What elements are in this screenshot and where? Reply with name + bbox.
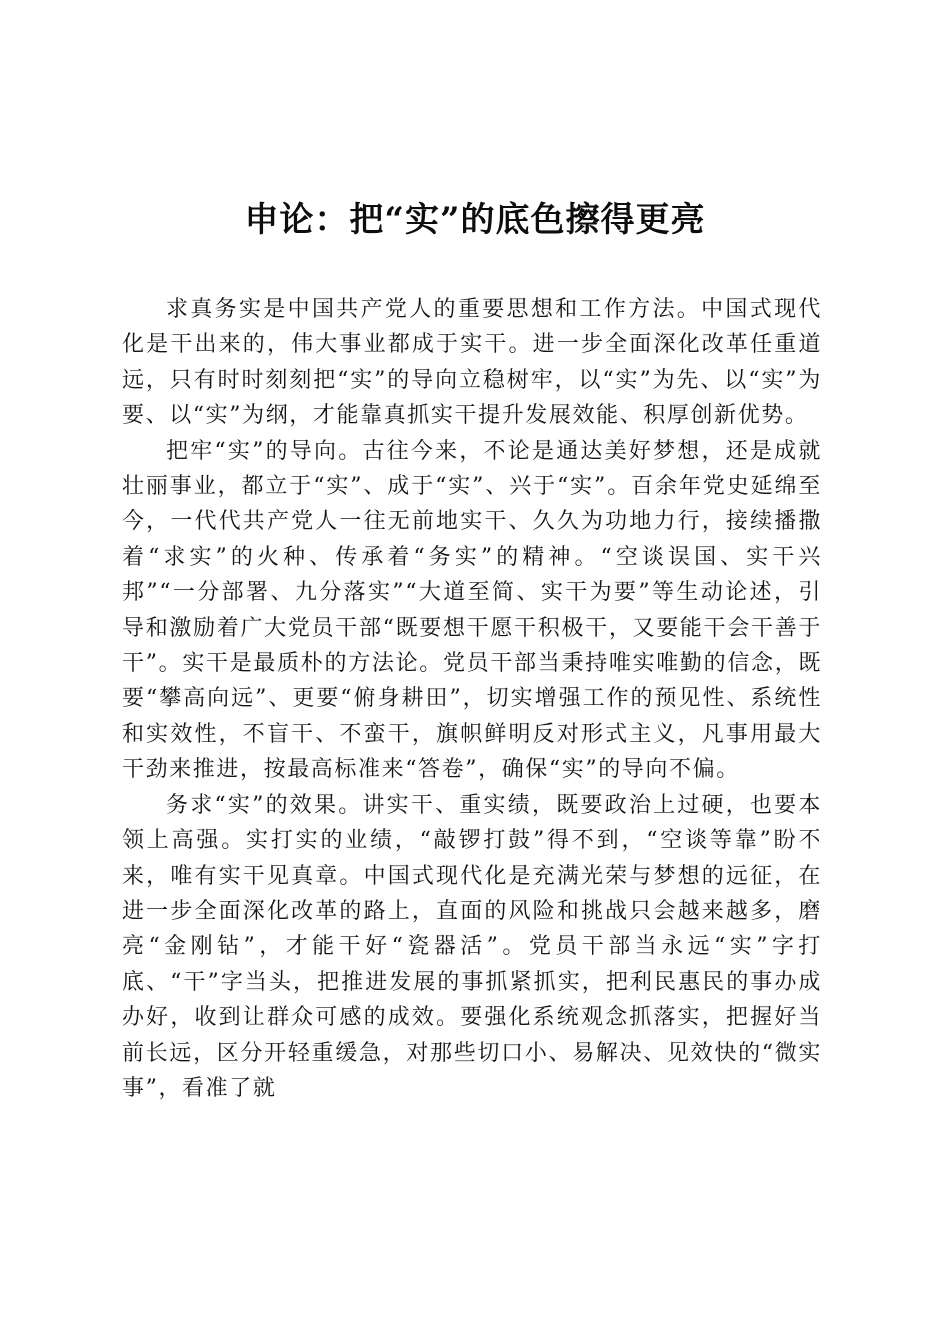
document-body <box>122 292 822 1106</box>
paragraph-intro: 求真务实是中国共产党人的重要思想和工作方法。中国式现代化是干出来的，伟大事业都成于实干。进一步全面深化改革任重道远，只有时时刻刻把“实”的导向立稳树牢，以“实”为先、以“实”为要、以“实”为纲，才能靠真抓实干提升发展效能、积厚创新优势。 <box>122 297 822 429</box>
paragraph-effect: 务求“实”的效果。讲实干、重实绩，既要政治上过硬，也要本领上高强。实打实的业绩，“敲锣打鼓”得不到，“空谈等靠”盼不来，唯有实干见真章。中国式现代化是充满光荣与梦想的远征，在进一步全面深化改革的路上，直面的风险和挑战只会越来越多，磨亮“金刚钻”，才能干好“瓷器活”。党员干部当永远“实”字打底、“干”字当头，把推进发展的事抓紧抓实，把利民惠民的事办成办好，收到让群众可感的成效。要强化系统观念抓落实，把握好当前长远，区分开轻重缓急，对那些切口小、易解决、见效快的“微实事”，看准了就 <box>122 792 822 1101</box>
paragraph-orientation: 把牢“实”的导向。古往今来，不论是通达美好梦想，还是成就壮丽事业，都立于“实”、成于“实”、兴于“实”。百余年党史延绵至今，一代代共产党人一往无前地实干、久久为功地力行，接续播撒着“求实”的火种、传承着“务实”的精神。“空谈误国、实干兴邦”“一分部署、九分落实”“大道至简、实干为要”等生动论述，引导和激励着广大党员干部“既要想干愿干积极干，又要能干会干善于干”。实干是最质朴的方法论。党员干部当秉持唯实唯勤的信念，既要“攀高向远”、更要“俯身耕田”，切实增强工作的预见性、系统性和实效性，不盲干、不蛮干，旗帜鲜明反对形式主义，凡事用最大干劲来推进，按最高标准来“答卷”，确保“实”的导向不偏。 <box>122 438 822 783</box>
document-title: 申论：把“实”的底色擦得更亮 <box>244 200 706 240</box>
